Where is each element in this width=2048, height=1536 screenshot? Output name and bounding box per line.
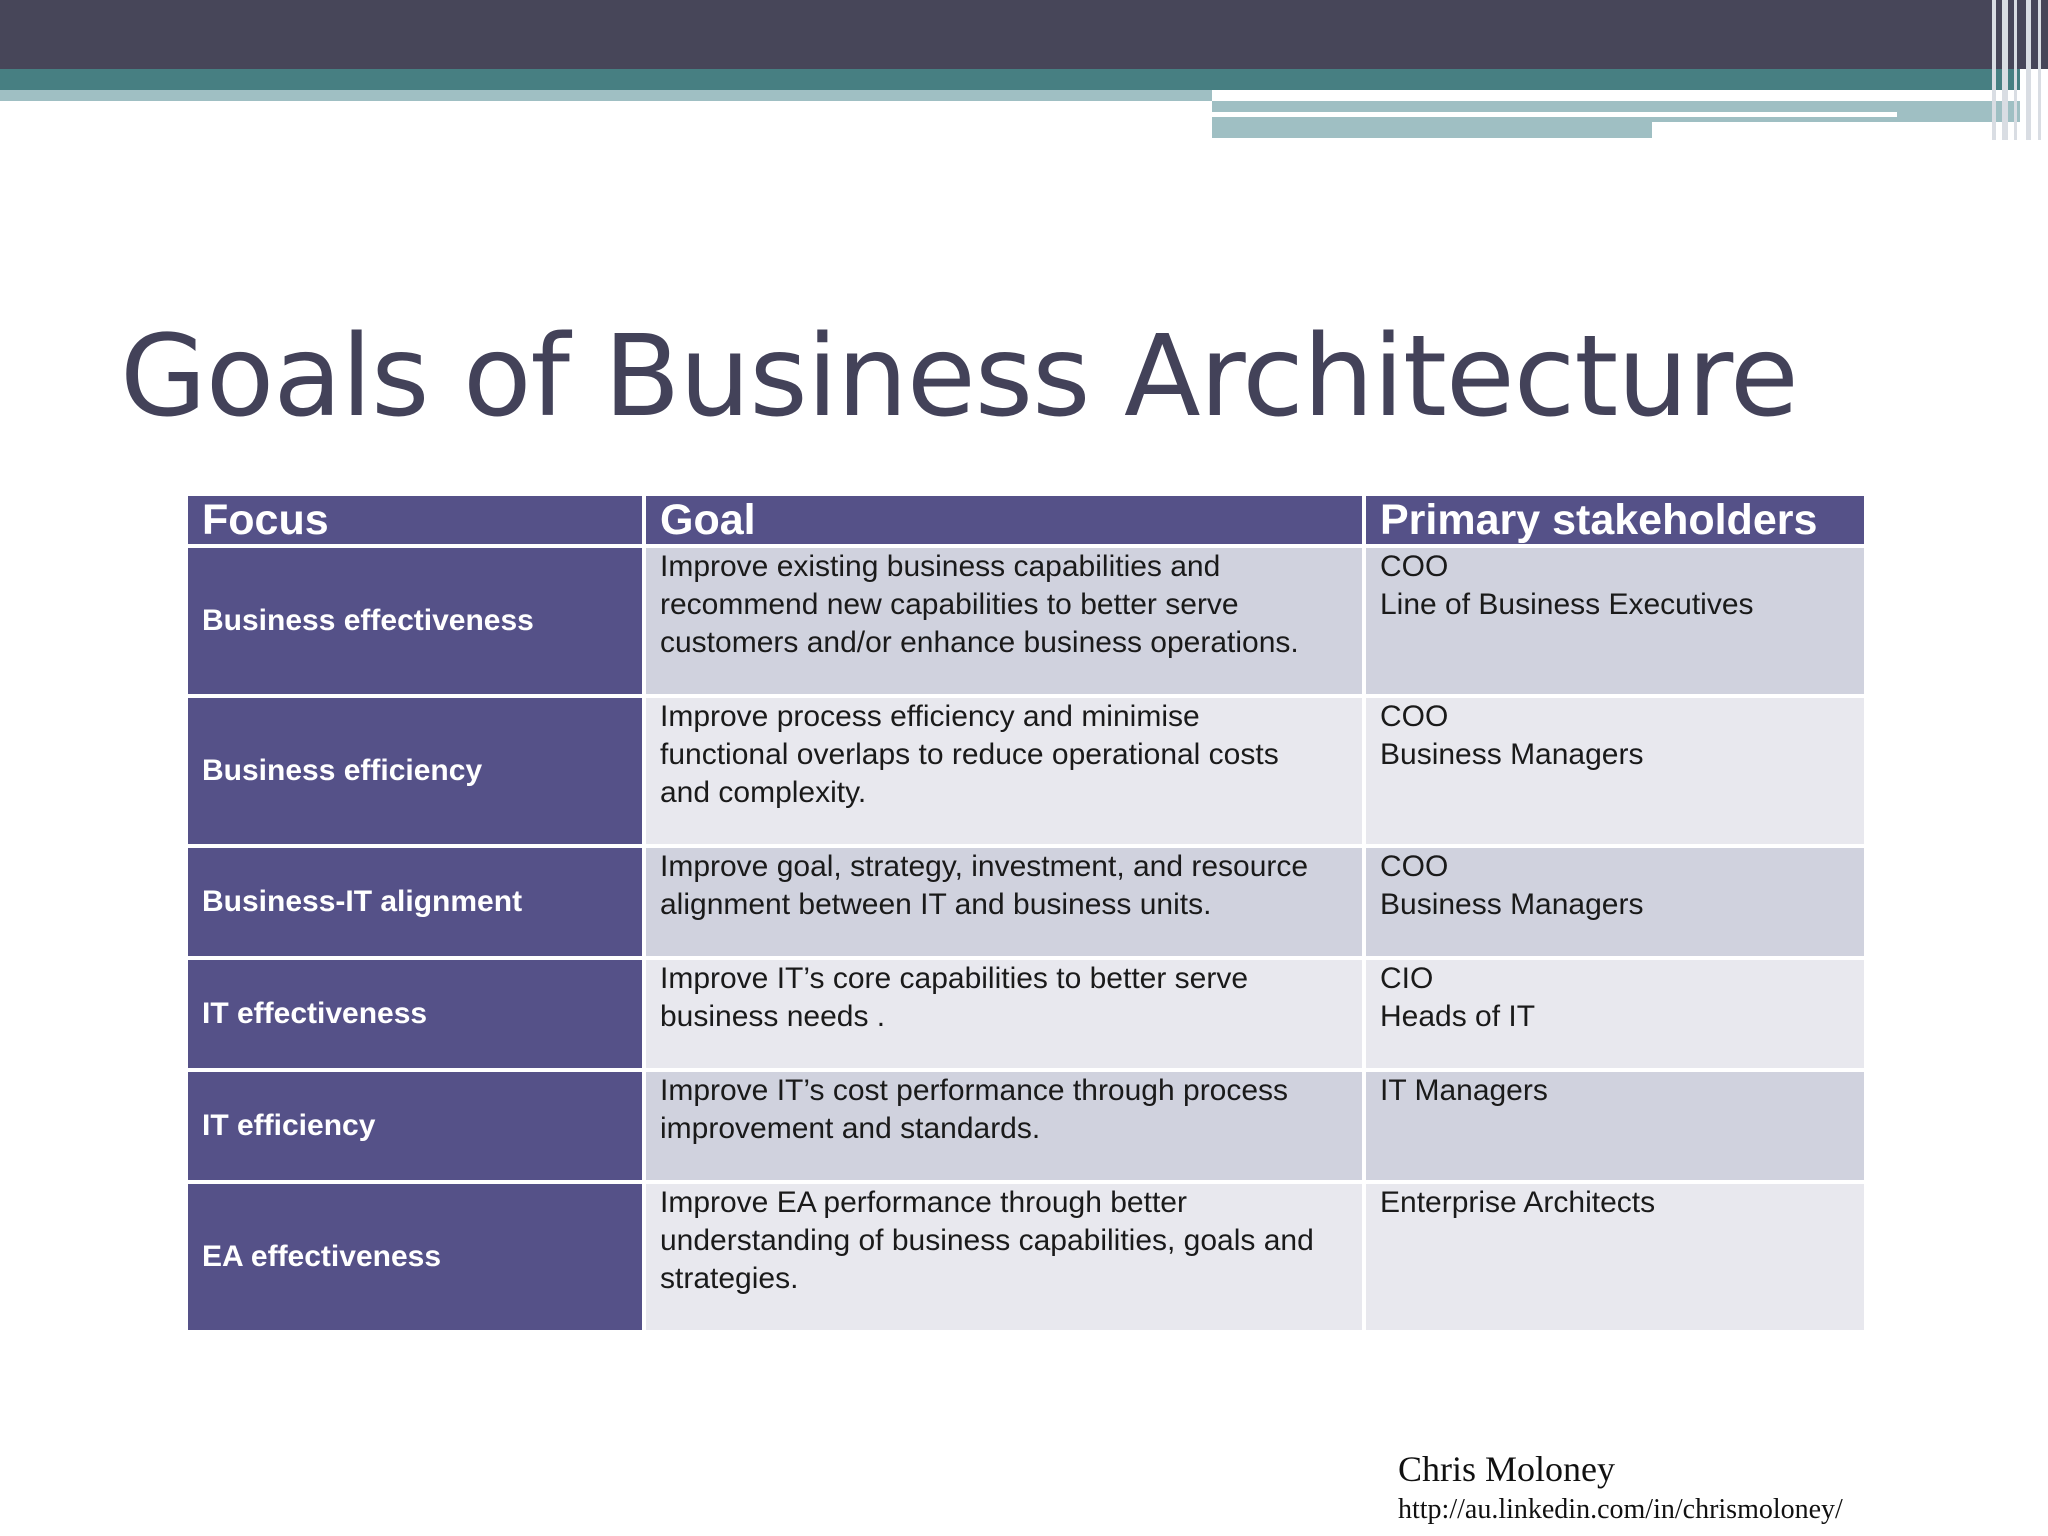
goal-line: Improve EA performance through better <box>660 1186 1187 1219</box>
table-row <box>188 698 1864 844</box>
table-row <box>188 548 1864 694</box>
stakeholder-line: Enterprise Architects <box>1380 1186 1656 1219</box>
goal-cell <box>646 960 1362 1068</box>
header-stakeholders: Primary stakeholders <box>1366 496 1864 544</box>
goal-line: functional overlaps to reduce operational costs <box>660 738 1279 771</box>
header-band-light <box>0 90 1212 101</box>
goal-line: Improve goal, strategy, investment, and resource <box>660 850 1309 883</box>
header-white-line-short <box>1652 131 2020 137</box>
goal-cell <box>646 1072 1362 1180</box>
table-row <box>188 1184 1864 1330</box>
stakeholders-cell <box>1366 1184 1864 1330</box>
slide-title: Goals of Business Architecture <box>120 312 1798 442</box>
goal-line: business needs . <box>660 1000 886 1033</box>
focus-cell: Business-IT alignment <box>188 848 642 956</box>
focus-cell: IT effectiveness <box>188 960 642 1068</box>
goal-line: strategies. <box>660 1262 799 1295</box>
header-white-line <box>1212 112 1897 117</box>
goal-line: Improve existing business capabilities and <box>660 550 1221 583</box>
goal-cell <box>646 848 1362 956</box>
stakeholders-cell <box>1366 698 1864 844</box>
header-focus: Focus <box>188 496 642 544</box>
focus-cell: EA effectiveness <box>188 1184 642 1330</box>
goals-table <box>184 492 1868 1334</box>
goal-line: Improve process efficiency and minimise <box>660 700 1200 733</box>
header-band-light-step <box>1212 122 1652 138</box>
goal-line: alignment between IT and business units. <box>660 888 1212 921</box>
focus-cell: IT efficiency <box>188 1072 642 1180</box>
goal-cell <box>646 548 1362 694</box>
goal-line: customers and/or enhance business operations. <box>660 626 1299 659</box>
stakeholder-line: Business Managers <box>1380 888 1644 921</box>
stakeholder-line: IT Managers <box>1380 1074 1548 1107</box>
goal-cell <box>646 698 1362 844</box>
stakeholder-line: Heads of IT <box>1380 1000 1536 1033</box>
goal-cell <box>646 1184 1362 1330</box>
table-header-row <box>188 496 1864 544</box>
stakeholders-cell <box>1366 960 1864 1068</box>
goal-line: understanding of business capabilities, goals and <box>660 1224 1314 1257</box>
header-band-teal <box>0 69 2020 90</box>
stakeholders-cell <box>1366 1072 1864 1180</box>
stakeholder-line: COO <box>1380 850 1449 883</box>
stakeholder-line: Business Managers <box>1380 738 1644 771</box>
goal-line: Improve IT’s cost performance through process <box>660 1074 1289 1107</box>
header-band-dark <box>0 0 2048 69</box>
edge-stripes-decoration <box>1988 0 2048 140</box>
focus-cell: Business effectiveness <box>188 548 642 694</box>
stakeholder-line: CIO <box>1380 962 1434 995</box>
author-url[interactable]: http://au.linkedin.com/in/chrismoloney/ <box>1398 1494 1843 1525</box>
stakeholder-line: COO <box>1380 550 1449 583</box>
focus-cell: Business efficiency <box>188 698 642 844</box>
stakeholders-cell <box>1366 848 1864 956</box>
goal-line: and complexity. <box>660 776 867 809</box>
table-row <box>188 960 1864 1068</box>
author-name: Chris Moloney <box>1398 1449 1616 1489</box>
goal-line: recommend new capabilities to better serve <box>660 588 1239 621</box>
goal-line: improvement and standards. <box>660 1112 1041 1145</box>
table-row <box>188 1072 1864 1180</box>
stakeholders-cell <box>1366 548 1864 694</box>
goal-line: Improve IT’s core capabilities to better serve <box>660 962 1249 995</box>
header-goal: Goal <box>646 496 1362 544</box>
stakeholder-line: Line of Business Executives <box>1380 588 1754 621</box>
table-row <box>188 848 1864 956</box>
stakeholder-line: COO <box>1380 700 1449 733</box>
